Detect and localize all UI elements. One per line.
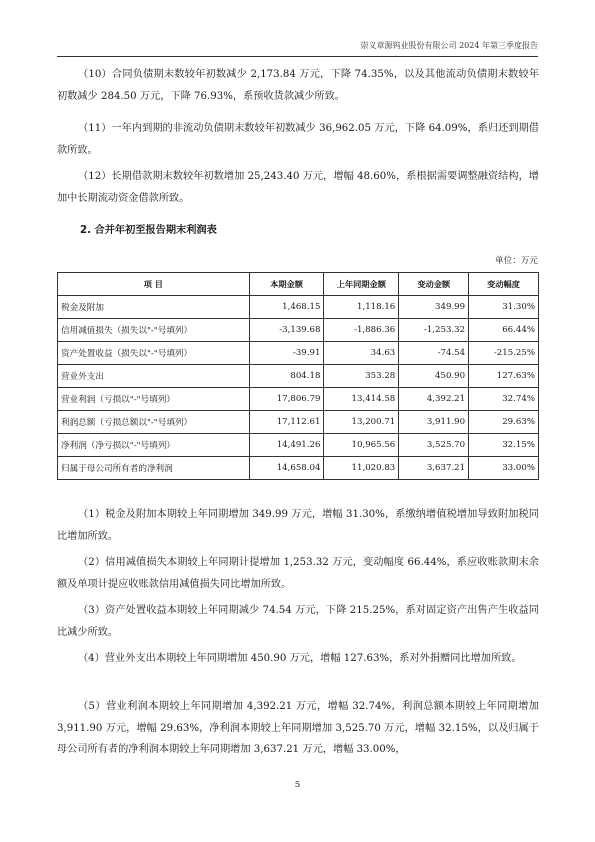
row-label: 信用减值损失（损失以"-"号填列） xyxy=(58,319,250,342)
paragraph-explain-4: （4）营业外支出本期较上年同期增加 450.90 万元，增幅 127.63%，系对外捐赠同比增加所致。 xyxy=(78,653,522,664)
current-amount: 1,468.15 xyxy=(249,296,324,319)
table-row xyxy=(58,411,539,434)
current-amount: -3,139.68 xyxy=(249,319,324,342)
change-rate: 31.30% xyxy=(469,296,539,319)
prior-amount: 10,965.56 xyxy=(324,434,399,457)
change-amount: 349.99 xyxy=(399,296,469,319)
table-row xyxy=(58,457,539,480)
change-amount: 4,392.21 xyxy=(399,388,469,411)
header-change-amount: 变动金额 xyxy=(399,273,469,296)
row-label: 税金及附加 xyxy=(58,296,250,319)
unit-label: 单位：万元 xyxy=(495,256,538,266)
paragraph-explain-1: （1）税金及附加本期较上年同期增加 349.99 万元，增幅 31.30%，系缴纳增值税增加导致附加税同比增加所致。 xyxy=(57,509,539,542)
prior-amount: -1,886.36 xyxy=(324,319,399,342)
header-prior-amount: 上年同期金额 xyxy=(324,273,399,296)
prior-amount: 11,020.83 xyxy=(324,457,399,480)
change-amount: 450.90 xyxy=(399,365,469,388)
prior-amount: 13,200.71 xyxy=(324,411,399,434)
change-rate: 32.74% xyxy=(469,388,539,411)
change-rate: 32.15% xyxy=(469,434,539,457)
current-amount: 14,658.04 xyxy=(249,457,324,480)
header-rule xyxy=(57,56,538,57)
change-amount: -74.54 xyxy=(399,342,469,365)
prior-amount: 34.63 xyxy=(324,342,399,365)
current-amount: 804.18 xyxy=(249,365,324,388)
header-item: 项 目 xyxy=(58,273,250,296)
table-row xyxy=(58,296,539,319)
prior-amount: 353.28 xyxy=(324,365,399,388)
row-label: 营业利润（亏损以"-"号填列） xyxy=(58,388,250,411)
row-label: 资产处置收益（损失以"-"号填列） xyxy=(58,342,250,365)
table-row xyxy=(58,365,539,388)
prior-amount: 1,118.16 xyxy=(324,296,399,319)
paragraph-explain-5: （5）营业利润本期较上年同期增加 4,392.21 万元，增幅 32.74%，利润总额本期较上年同期增加 3,911.90 万元，增幅 29.63%，净利润本期较上年同期增加 3,525.70 万元，增幅 32.15%，以及归属于母公司所有者的净利润本期较上年同期增加 3,637.21 万元，增幅 33.00%， xyxy=(57,701,539,755)
current-amount: 17,112.61 xyxy=(249,411,324,434)
row-label: 利润总额（亏损总额以"-"号填列） xyxy=(58,411,250,434)
section-title: 2. 合并年初至报告期末利润表 xyxy=(80,225,217,236)
change-amount: 3,637.21 xyxy=(399,457,469,480)
paragraph-explain-2: （2）信用减值损失本期较上年同期计提增加 1,253.32 万元，变动幅度 66.44%，系应收账款期末余额及单项计提应收账款信用减值损失同比增加所致。 xyxy=(57,557,539,590)
table-row xyxy=(58,319,539,342)
change-rate: -215.25% xyxy=(469,342,539,365)
page-header: 崇义章源钨业股份有限公司 2024 年第三季度报告 xyxy=(360,41,538,50)
table-header-row xyxy=(58,273,539,296)
row-label: 归属于母公司所有者的净利润 xyxy=(58,457,250,480)
change-rate: 127.63% xyxy=(469,365,539,388)
paragraph-note-12: （12）长期借款期末数较年初数增加 25,243.40 万元，增幅 48.60%，系根据需要调整融资结构，增加中长期流动资金借款所致。 xyxy=(57,171,539,204)
paragraph-note-11: （11）一年内到期的非流动负债期末数较年初数减少 36,962.05 万元，下降 64.09%，系归还到期借款所致。 xyxy=(57,123,539,156)
income-statement-table xyxy=(57,272,539,480)
table-row xyxy=(58,388,539,411)
change-rate: 33.00% xyxy=(469,457,539,480)
change-amount: 3,911.90 xyxy=(399,411,469,434)
change-rate: 29.63% xyxy=(469,411,539,434)
header-current-amount: 本期金额 xyxy=(249,273,324,296)
page-number: 5 xyxy=(294,780,301,790)
change-amount: 3,525.70 xyxy=(399,434,469,457)
row-label: 净利润（净亏损以"-"号填列） xyxy=(58,434,250,457)
table-row xyxy=(58,434,539,457)
current-amount: 14,491.26 xyxy=(249,434,324,457)
prior-amount: 13,414.58 xyxy=(324,388,399,411)
current-amount: -39.91 xyxy=(249,342,324,365)
table-row xyxy=(58,342,539,365)
current-amount: 17,806.79 xyxy=(249,388,324,411)
header-change-rate: 变动幅度 xyxy=(469,273,539,296)
paragraph-note-10: （10）合同负债期末数较年初数减少 2,173.84 万元，下降 74.35%，以及其他流动负债期末数较年初数减少 284.50 万元，下降 76.93%，系预收货款减少所致。 xyxy=(57,69,539,102)
change-amount: -1,253.32 xyxy=(399,319,469,342)
change-rate: 66.44% xyxy=(469,319,539,342)
paragraph-explain-3: （3）资产处置收益本期较上年同期减少 74.54 万元，下降 215.25%，系对固定资产出售产生收益同比减少所致。 xyxy=(57,605,539,638)
row-label: 营业外支出 xyxy=(58,365,250,388)
